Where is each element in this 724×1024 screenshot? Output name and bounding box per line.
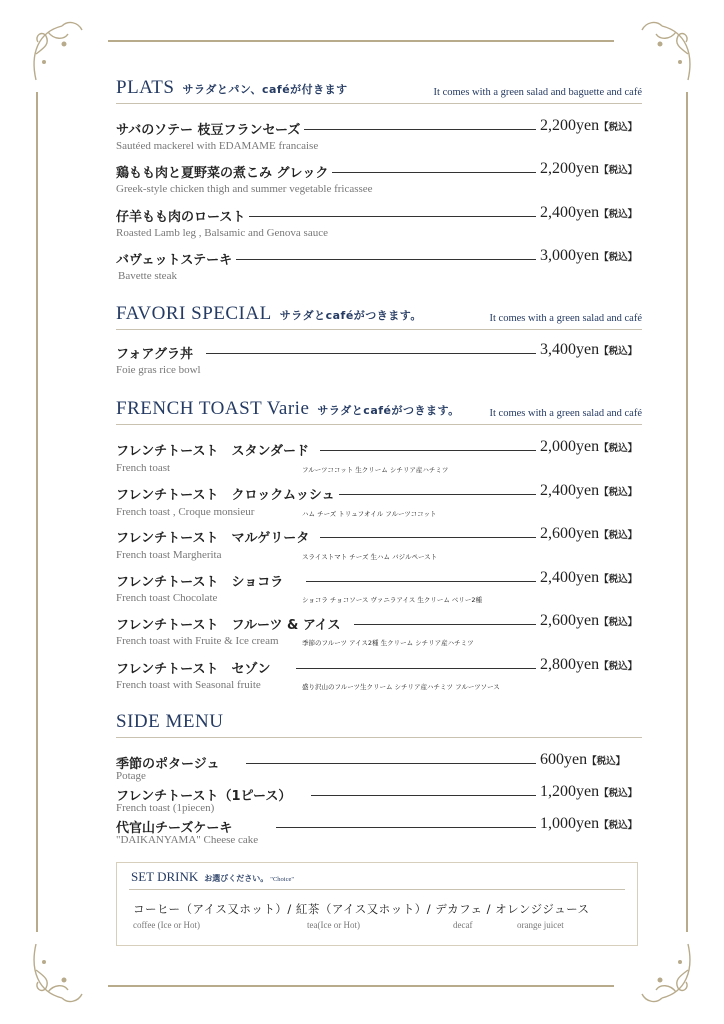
menu-item [116, 119, 642, 139]
leader-line [320, 450, 536, 451]
section-title [116, 398, 460, 420]
tax-label: 【税込】 [599, 346, 638, 357]
tax-label: 【税込】 [599, 487, 638, 498]
price-value: 2,000yen [540, 438, 600, 455]
leader-line [336, 494, 536, 495]
item-name-en: French toast Margherita [116, 549, 222, 561]
tax-label: 【税込】 [599, 617, 638, 628]
item-name-jp: フレンチトースト ショコラ [116, 571, 287, 590]
leader-line [296, 129, 536, 130]
tax-label: 【税込】 [599, 209, 638, 220]
tax-label: 【税込】 [599, 820, 638, 831]
item-name-jp: フレンチトースト（1ピース） [116, 785, 295, 804]
price-value: 2,800yen [540, 656, 600, 673]
item-name-en: Roasted Lamb leg , Balsamic and Genova sauce [116, 227, 328, 239]
drink-option-en: orange juicet [517, 920, 564, 930]
item-name-en: Potage [116, 770, 146, 782]
item-ingredients: フルーツココット 生クリーム シチリア産ハチミツ [302, 466, 449, 474]
corner-ornament-icon [630, 14, 700, 84]
item-name-jp: 鶏もも肉と夏野菜の煮こみ グレック [116, 162, 332, 181]
item-ingredients: ショコラ チョコソース ヴァニラアイス 生クリーム ベリー2種 [302, 596, 483, 604]
section-header-french-toast [116, 398, 642, 425]
item-name-en: French toast with Seasonal fruite [116, 679, 261, 691]
item-name-en: French toast [116, 462, 171, 474]
menu-item [116, 753, 642, 773]
leader-line [246, 216, 536, 217]
menu-item [116, 249, 642, 269]
item-price [540, 341, 637, 359]
price-value: 1,200yen [540, 783, 600, 800]
price-value: 2,400yen [540, 569, 600, 586]
drink-option-en: coffee (Ice or Hot) [133, 920, 201, 930]
item-price [540, 612, 637, 630]
item-price [540, 783, 637, 801]
leader-line [320, 537, 536, 538]
section-title [116, 303, 422, 325]
price-value: 2,600yen [540, 525, 600, 542]
tax-label: 【税込】 [599, 122, 638, 133]
frame-bottom-rule [108, 985, 614, 987]
item-name-jp: フレンチトースト クロックムッシュ [116, 484, 339, 503]
item-ingredients: スライストマト チーズ 生ハム バジルペースト [302, 553, 438, 561]
section-title: SIDE MENU [116, 711, 224, 732]
set-drink-note-en: "Choice" [270, 876, 295, 883]
set-drink-title-text: SET DRINK [131, 869, 199, 884]
item-name-jp: 代官山チーズケーキ [116, 817, 236, 836]
set-drink-rule [129, 889, 625, 890]
item-price [540, 482, 637, 500]
section-note-en: It comes with a green salad and baguette and café [433, 87, 642, 98]
item-price [540, 247, 637, 265]
set-drink-box [116, 862, 638, 946]
drink-options: コーヒー（アイス又ホット）/ 紅茶（アイス又ホット）/ デカフェ / オレンジジュース [133, 902, 590, 916]
tax-label: 【税込】 [599, 574, 638, 585]
price-value: 2,400yen [540, 482, 600, 499]
price-value: 2,600yen [540, 612, 600, 629]
frame-left-rule [36, 92, 38, 932]
item-price [540, 569, 637, 587]
set-drink-title [131, 869, 294, 885]
item-name-en: Bavette steak [118, 270, 177, 282]
section-note-jp: サラダとcaféがつきます。 [279, 309, 422, 322]
tax-label: 【税込】 [599, 165, 638, 176]
price-value: 2,200yen [540, 117, 600, 134]
item-name-jp: フレンチトースト フルーツ & アイス [116, 614, 345, 633]
item-price [540, 117, 637, 135]
section-title-text: FAVORI SPECIAL [116, 303, 272, 324]
item-name-jp: サバのソテー 枝豆フランセーズ [116, 119, 304, 138]
menu-item [116, 527, 642, 547]
section-note-jp: サラダとパン、caféが付きます [182, 83, 348, 96]
menu-item [116, 658, 642, 678]
leader-line [206, 353, 536, 354]
item-price [540, 656, 637, 674]
item-name-jp: フレンチトースト スタンダード [116, 440, 313, 459]
price-value: 3,000yen [540, 247, 600, 264]
menu-item [116, 162, 642, 182]
frame-top-rule [108, 40, 614, 42]
price-value: 3,400yen [540, 341, 600, 358]
menu-item [116, 614, 642, 634]
leader-line [296, 668, 536, 669]
item-name-jp: 仔羊もも肉のロースト [116, 206, 249, 225]
tax-label: 【税込】 [599, 443, 638, 454]
section-note-jp: サラダとcaféがつきます。 [317, 404, 460, 417]
leader-line [331, 172, 536, 173]
item-ingredients: 季節のフルーツ アイス2種 生クリーム シチリア産ハチミツ [302, 639, 474, 647]
section-title-text: FRENCH TOAST Varie [116, 398, 310, 419]
item-price [540, 438, 637, 456]
leader-line [311, 795, 536, 796]
tax-label: 【税込】 [599, 661, 638, 672]
item-name-en: French toast (1piecen) [116, 802, 215, 814]
price-value: 1,000yen [540, 815, 600, 832]
frame-right-rule [686, 92, 688, 932]
leader-line [306, 581, 536, 582]
item-name-en: Greek-style chicken thigh and summer vegetable fricassee [116, 183, 373, 195]
item-ingredients: 盛り沢山のフルーツ生クリーム シチリア産ハチミツ フルーツソース [302, 683, 500, 691]
corner-ornament-icon [630, 940, 700, 1010]
menu-item [116, 440, 642, 460]
menu-item [116, 484, 642, 504]
item-price [540, 160, 637, 178]
price-value: 600yen [540, 751, 588, 768]
item-name-jp: フレンチトースト セゾン [116, 658, 275, 677]
item-ingredients: ハム チーズ トリュフオイル フルーツココット [302, 510, 437, 518]
leader-line [246, 763, 536, 764]
drink-option-en: decaf [453, 920, 473, 930]
section-note-en: It comes with a green salad and café [489, 313, 642, 324]
item-name-jp: 季節のポタージュ [116, 753, 223, 772]
section-header-favori [116, 303, 642, 330]
item-name-en: French toast Chocolate [116, 592, 218, 604]
set-drink-note-jp: お選びください。 [204, 874, 269, 883]
price-value: 2,200yen [540, 160, 600, 177]
price-value: 2,400yen [540, 204, 600, 221]
menu-item [116, 343, 642, 363]
leader-line [231, 259, 536, 260]
item-name-jp: フレンチトースト マルゲリータ [116, 527, 313, 546]
leader-line [276, 827, 536, 828]
corner-ornament-icon [24, 940, 94, 1010]
item-name-en: "DAIKANYAMA" Cheese cake [116, 834, 259, 846]
menu-item [116, 571, 642, 591]
section-header-side-menu [116, 711, 642, 738]
leader-line [354, 624, 536, 625]
item-name-en: French toast , Croque monsieur [116, 506, 255, 518]
item-price [540, 525, 637, 543]
item-name-jp: フォアグラ丼 [116, 343, 197, 362]
item-price [540, 815, 637, 833]
tax-label: 【税込】 [587, 756, 626, 767]
tax-label: 【税込】 [599, 252, 638, 263]
drink-option-en: tea(Ice or Hot) [307, 920, 360, 930]
corner-ornament-icon [24, 14, 94, 84]
tax-label: 【税込】 [599, 530, 638, 541]
item-name-en: Sautéed mackerel with EDAMAME francaise [116, 140, 319, 152]
section-note-en: It comes with a green salad and café [489, 408, 642, 419]
menu-item [116, 206, 642, 226]
section-title-text: PLATS [116, 77, 175, 98]
item-name-en: French toast with Fruite & Ice cream [116, 635, 279, 647]
tax-label: 【税込】 [599, 788, 638, 799]
item-name-jp: バヴェットステーキ [116, 249, 236, 268]
item-price [540, 204, 637, 222]
item-name-en: Foie gras rice bowl [116, 364, 201, 376]
item-price [540, 751, 625, 769]
section-title [116, 77, 348, 99]
section-header-plats [116, 77, 642, 104]
